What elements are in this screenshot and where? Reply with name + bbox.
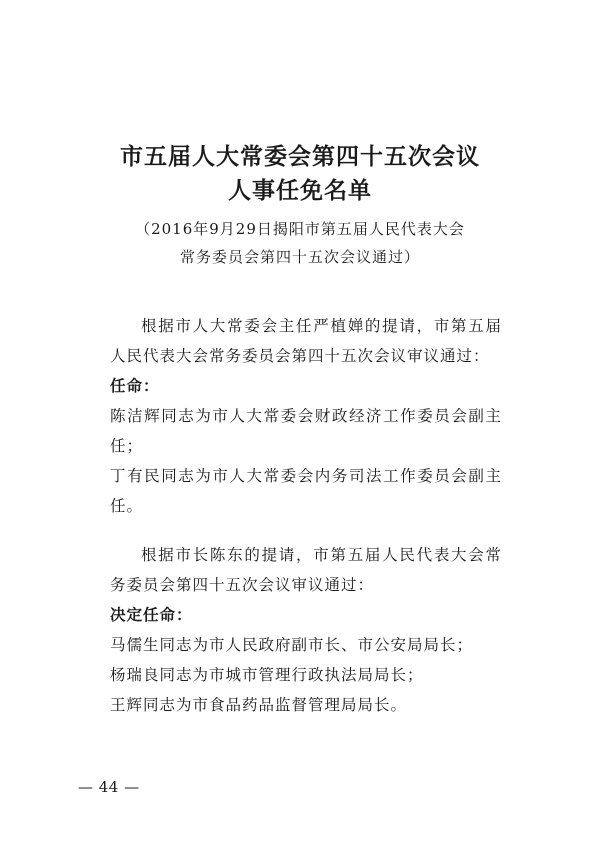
section1-heading: 任命： — [110, 377, 160, 395]
section1-item: 陈洁辉同志为市人大常委会财政经济工作委员会副主任； — [110, 407, 502, 455]
section2-intro: 根据市长陈东的提请，市第五届人民代表大会常务委员会第四十五次会议审议通过： — [110, 546, 502, 594]
section2-item: 王辉同志为市食品药品监督管理局局长。 — [110, 696, 408, 714]
section1-item: 丁有民同志为市人大常委会内务司法工作委员会副主任。 — [110, 467, 502, 515]
document-subtitle-line2: 常务委员会第四十五次会议通过） — [179, 248, 420, 266]
section-appointments — [110, 311, 502, 521]
section2-heading: 决定任命： — [110, 606, 193, 624]
section2-item: 马儒生同志为市人民政府副市长、市公安局局长； — [110, 636, 474, 654]
page-number: — 44 — — [78, 778, 140, 796]
document-title-line1: 市五届人大常委会第四十五次会议 — [120, 144, 480, 170]
section2-item: 杨瑞良同志为市城市管理行政执法局局长； — [110, 666, 424, 684]
section-decided-appointments — [110, 540, 502, 720]
section1-intro: 根据市人大常委会主任严植婵的提请，市第五届人民代表大会常务委员会第四十五次会议审议通过： — [110, 317, 502, 365]
document-title-line2: 人事任免名单 — [228, 178, 372, 204]
document-subtitle-line1: （2016年9月29日揭阳市第五届人民代表大会 — [135, 220, 465, 238]
